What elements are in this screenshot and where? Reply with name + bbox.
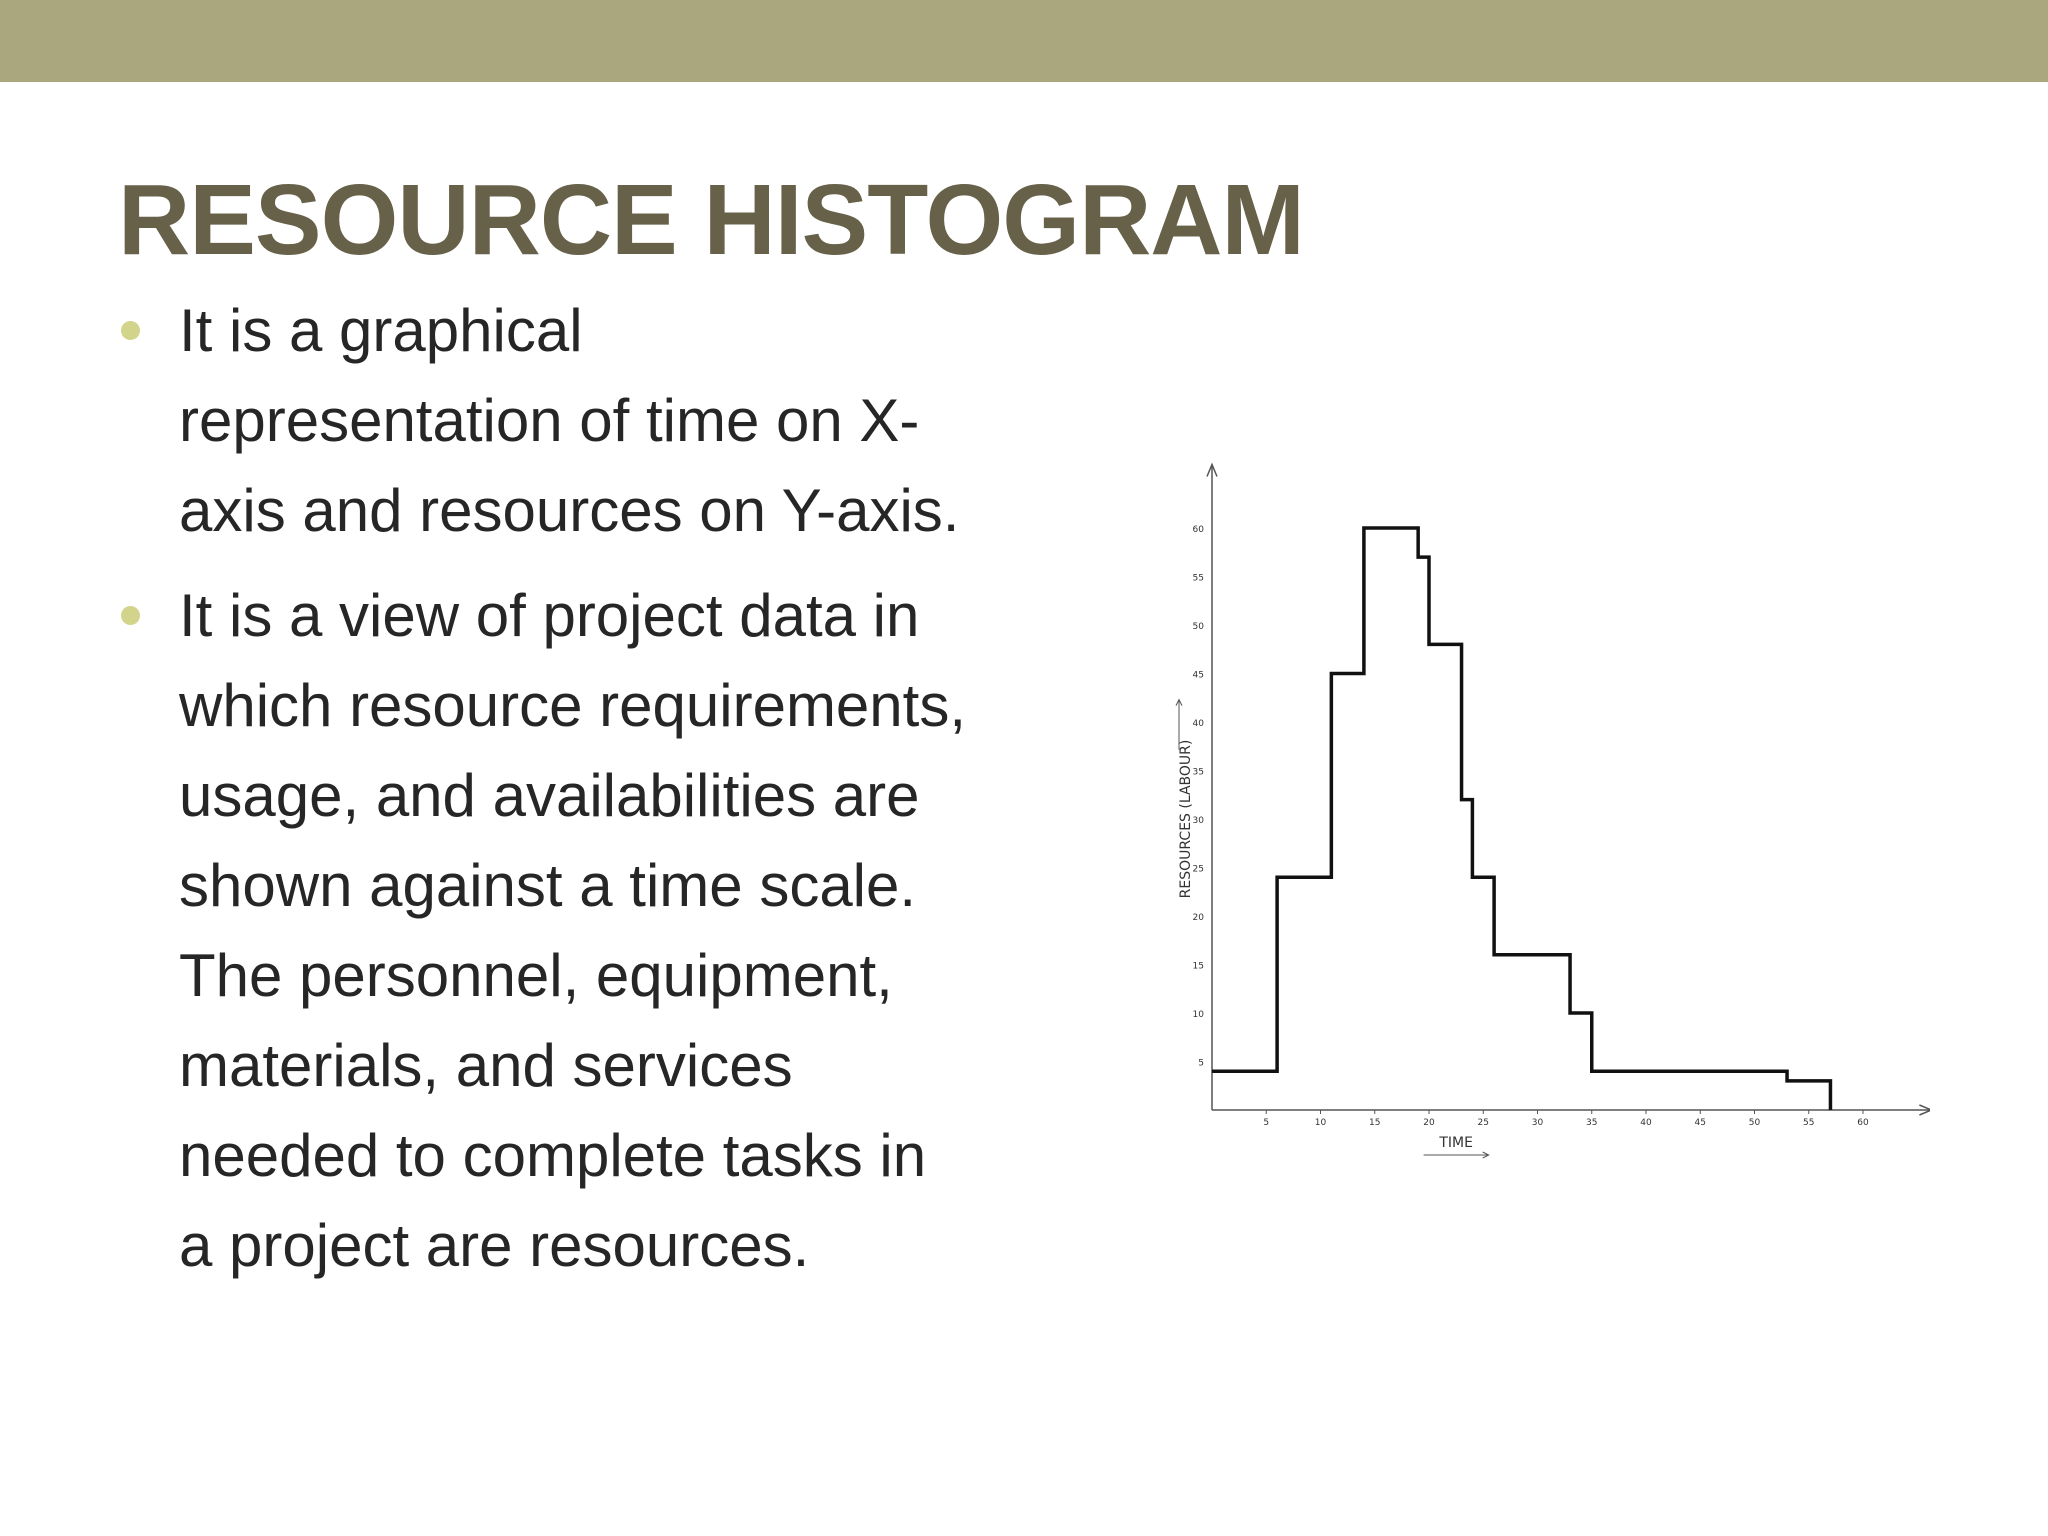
bullet-dot-icon	[121, 321, 140, 340]
bullet-line: which resource requirements,	[179, 672, 967, 739]
y-tick-label: 5	[1198, 1058, 1204, 1069]
y-tick-label: 35	[1192, 767, 1204, 778]
y-tick-label: 25	[1192, 864, 1204, 875]
bullet-item	[118, 571, 1018, 1291]
x-tick-label: 10	[1314, 1118, 1327, 1128]
x-tick-label: 50	[1748, 1118, 1761, 1128]
bullet-line: a project are resources.	[179, 1212, 810, 1279]
resource-step-line	[1212, 528, 1830, 1110]
bullet-line: axis and resources on Y-axis.	[179, 477, 960, 544]
x-tick-label: 5	[1263, 1118, 1270, 1128]
bullet-line: It is a graphical	[179, 297, 583, 364]
resource-histogram-chart	[1160, 350, 1930, 1180]
x-tick-label: 20	[1423, 1118, 1435, 1128]
x-tick-label: 45	[1694, 1118, 1706, 1128]
y-tick-label: 30	[1192, 816, 1204, 826]
y-tick-label: 55	[1192, 573, 1204, 584]
y-tick-label: 10	[1192, 1010, 1204, 1020]
x-axis-label: TIME	[1439, 1135, 1473, 1151]
y-tick-label: 20	[1192, 913, 1204, 923]
y-tick-label: 40	[1192, 719, 1204, 729]
top-accent-band	[0, 0, 2048, 82]
bullet-line: It is a view of project data in	[179, 582, 920, 649]
x-tick-label: 35	[1586, 1118, 1598, 1128]
bullet-line: usage, and availabilities are	[179, 762, 920, 829]
bullet-line: shown against a time scale.	[179, 852, 917, 919]
slide-title: RESOURCE HISTOGRAM	[118, 164, 1304, 276]
bullet-line: needed to complete tasks in	[179, 1122, 927, 1189]
x-tick-label: 40	[1640, 1118, 1652, 1128]
bullet-list	[118, 286, 1018, 1306]
bullet-dot-icon	[121, 606, 140, 625]
y-tick-label: 50	[1192, 622, 1204, 632]
x-tick-label: 25	[1477, 1118, 1489, 1128]
bullet-line: materials, and services	[179, 1032, 793, 1099]
x-tick-label: 55	[1803, 1118, 1815, 1128]
y-tick-label: 60	[1192, 525, 1204, 535]
x-tick-label: 60	[1857, 1118, 1869, 1128]
x-tick-label: 15	[1369, 1118, 1381, 1128]
bullet-line: The personnel, equipment,	[179, 942, 893, 1009]
x-tick-label: 30	[1531, 1118, 1544, 1128]
bullet-item	[118, 286, 1018, 556]
y-tick-label: 15	[1192, 961, 1204, 972]
bullet-line: representation of time on X-	[179, 387, 920, 454]
y-axis-label: RESOURCES (LABOUR)	[1178, 739, 1194, 899]
y-tick-label: 45	[1192, 670, 1204, 681]
